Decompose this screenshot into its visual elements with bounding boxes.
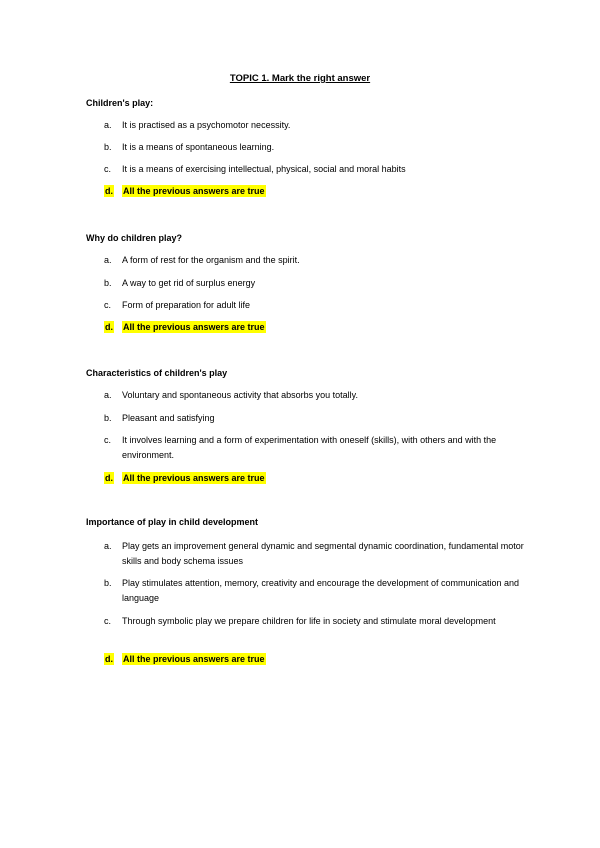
option-text: Pleasant and satisfying <box>122 413 215 423</box>
option-letter: d. <box>105 654 113 664</box>
option-letter: c. <box>104 300 112 310</box>
option-letter: d. <box>105 473 113 483</box>
option-1a <box>104 118 524 133</box>
option-3a <box>104 388 524 403</box>
option-letter: c. <box>104 435 112 445</box>
option-text-highlighted: All the previous answers are true <box>123 186 265 196</box>
option-letter: b. <box>104 578 112 588</box>
option-3c <box>104 433 524 463</box>
option-text: Through symbolic play we prepare children for life in society and stimulate moral development <box>122 616 496 626</box>
option-text-highlighted: All the previous answers are true <box>123 654 265 664</box>
option-letter: a. <box>104 255 112 265</box>
option-text: It is a means of exercising intellectual, physical, social and moral habits <box>122 164 406 174</box>
question-1: Children's play: <box>86 98 154 108</box>
option-text: Voluntary and spontaneous activity that absorbs you totally. <box>122 390 358 400</box>
option-2b <box>104 276 524 291</box>
option-letter: d. <box>105 322 113 332</box>
option-text: It involves learning and a form of experimentation with oneself (skills), with others and with the environment. <box>122 435 497 460</box>
option-text-highlighted: All the previous answers are true <box>123 322 265 332</box>
option-letter: a. <box>104 390 112 400</box>
option-text: Play stimulates attention, memory, creativity and encourage the development of communication and language <box>122 578 520 603</box>
question-4: Importance of play in child development <box>86 517 259 527</box>
option-letter: b. <box>104 413 112 423</box>
option-4a <box>104 539 524 569</box>
option-letter: c. <box>104 164 112 174</box>
option-1b <box>104 140 524 155</box>
option-letter: d. <box>105 186 113 196</box>
option-letter: a. <box>104 120 112 130</box>
option-text: It is a means of spontaneous learning. <box>122 142 275 152</box>
option-3b <box>104 411 524 426</box>
question-2: Why do children play? <box>86 233 183 243</box>
page-title: TOPIC 1. Mark the right answer <box>229 73 371 84</box>
option-letter: b. <box>104 142 112 152</box>
option-4c <box>104 614 524 629</box>
option-letter: c. <box>104 616 112 626</box>
option-2a <box>104 253 524 268</box>
question-3: Characteristics of children's play <box>86 368 228 378</box>
option-2d-correct <box>104 320 524 335</box>
option-text-highlighted: All the previous answers are true <box>123 473 265 483</box>
option-1d-correct <box>104 184 524 199</box>
option-text: A way to get rid of surplus energy <box>122 278 256 288</box>
option-letter: b. <box>104 278 112 288</box>
option-4d-correct <box>104 652 524 667</box>
option-2c <box>104 298 524 313</box>
option-4b <box>104 576 524 606</box>
option-1c <box>104 162 524 177</box>
option-3d-correct <box>104 471 524 486</box>
option-letter: a. <box>104 541 112 551</box>
option-text: Play gets an improvement general dynamic and segmental dynamic coordination, fundamental motor skills and body schema issues <box>122 541 524 566</box>
option-text: It is practised as a psychomotor necessity. <box>122 120 291 130</box>
option-text: Form of preparation for adult life <box>122 300 251 310</box>
option-text: A form of rest for the organism and the spirit. <box>122 255 300 265</box>
